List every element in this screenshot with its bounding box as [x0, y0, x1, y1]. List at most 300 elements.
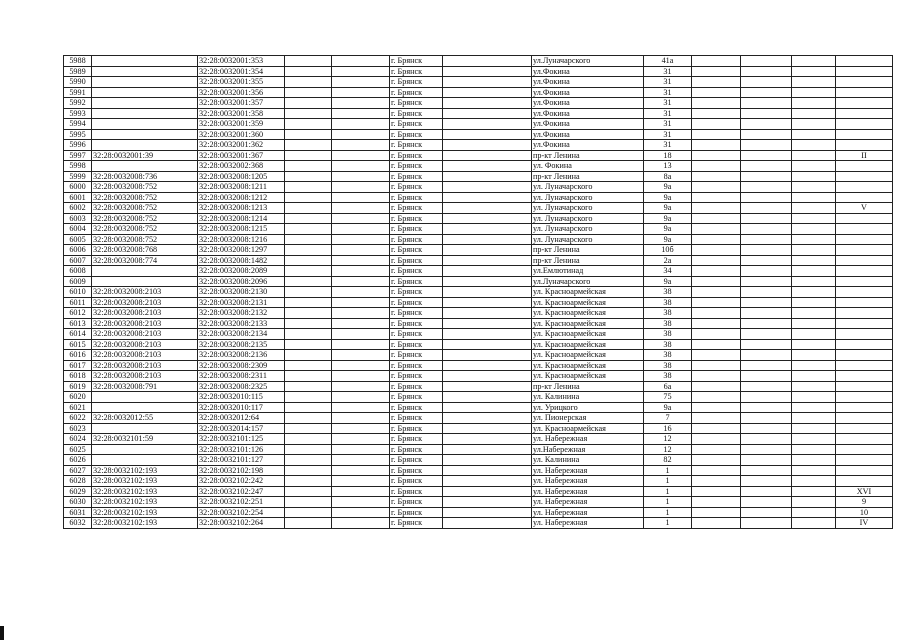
cell-row-number: 5997	[64, 150, 92, 161]
cell-extra-number	[836, 87, 893, 98]
cell-col-12	[792, 434, 836, 445]
table-row	[64, 455, 893, 466]
cell-col-5	[332, 87, 390, 98]
table-row	[64, 350, 893, 361]
cell-col-12	[792, 108, 836, 119]
cell-col-7	[443, 245, 532, 256]
cell-extra-number	[836, 413, 893, 424]
cell-col-12	[792, 308, 836, 319]
cell-col-11	[741, 423, 792, 434]
table-row	[64, 360, 893, 371]
cell-col-4	[285, 203, 332, 214]
cell-cadastral-number: 32:28:0032102:247	[198, 486, 285, 497]
cell-parent-cadastral-number: 32:28:0032102:193	[92, 518, 198, 529]
cell-city: г. Брянск	[390, 287, 443, 298]
cell-street: ул. Набережная	[532, 486, 644, 497]
cell-extra-number	[836, 77, 893, 88]
cell-col-10	[692, 339, 741, 350]
cell-street: ул.Луначарского	[532, 276, 644, 287]
table-row	[64, 276, 893, 287]
cell-row-number: 6018	[64, 371, 92, 382]
table-row	[64, 465, 893, 476]
cell-street: пр-кт Ленина	[532, 171, 644, 182]
cell-col-4	[285, 329, 332, 340]
cell-street: ул.Фокина	[532, 77, 644, 88]
cell-col-7	[443, 486, 532, 497]
cell-col-11	[741, 297, 792, 308]
cell-street: ул. Луначарского	[532, 182, 644, 193]
cell-row-number: 6016	[64, 350, 92, 361]
cell-col-4	[285, 434, 332, 445]
cell-street: ул. Луначарского	[532, 224, 644, 235]
cell-house-number: 31	[644, 140, 692, 151]
cell-extra-number	[836, 402, 893, 413]
cell-col-12	[792, 402, 836, 413]
table-row	[64, 108, 893, 119]
cell-city: г. Брянск	[390, 381, 443, 392]
table-row	[64, 497, 893, 508]
cell-cadastral-number: 32:28:0032008:2132	[198, 308, 285, 319]
cell-col-5	[332, 434, 390, 445]
table-row	[64, 402, 893, 413]
cell-col-7	[443, 339, 532, 350]
cell-col-11	[741, 476, 792, 487]
table-row	[64, 371, 893, 382]
cell-street: ул.Фокина	[532, 129, 644, 140]
cell-street: ул. Набережная	[532, 434, 644, 445]
cell-house-number: 38	[644, 360, 692, 371]
cell-col-4	[285, 308, 332, 319]
cell-col-12	[792, 192, 836, 203]
cell-col-10	[692, 171, 741, 182]
cell-col-10	[692, 77, 741, 88]
cell-parent-cadastral-number	[92, 129, 198, 140]
cell-extra-number: 9	[836, 497, 893, 508]
cell-col-12	[792, 350, 836, 361]
cell-extra-number	[836, 287, 893, 298]
cell-col-11	[741, 108, 792, 119]
cell-parent-cadastral-number: 32:28:0032008:2103	[92, 297, 198, 308]
cell-house-number: 38	[644, 318, 692, 329]
cell-cadastral-number: 32:28:0032001:358	[198, 108, 285, 119]
cell-col-5	[332, 465, 390, 476]
cell-extra-number	[836, 192, 893, 203]
cell-col-12	[792, 455, 836, 466]
cell-parent-cadastral-number	[92, 66, 198, 77]
cell-street: ул. Набережная	[532, 497, 644, 508]
cell-col-7	[443, 224, 532, 235]
cell-col-7	[443, 455, 532, 466]
table-row	[64, 518, 893, 529]
cell-street: ул. Красноармейская	[532, 308, 644, 319]
cell-extra-number	[836, 329, 893, 340]
cell-parent-cadastral-number: 32:28:0032008:2103	[92, 308, 198, 319]
cell-col-10	[692, 381, 741, 392]
cell-col-7	[443, 66, 532, 77]
cell-col-11	[741, 98, 792, 109]
cell-extra-number	[836, 98, 893, 109]
cell-col-11	[741, 255, 792, 266]
cell-col-11	[741, 224, 792, 235]
cell-col-11	[741, 245, 792, 256]
cell-cadastral-number: 32:28:0032008:1214	[198, 213, 285, 224]
cell-street: ул.Фокина	[532, 66, 644, 77]
cell-col-10	[692, 444, 741, 455]
cell-col-12	[792, 392, 836, 403]
cell-parent-cadastral-number: 32:28:0032008:2103	[92, 350, 198, 361]
cell-col-11	[741, 371, 792, 382]
cell-col-4	[285, 161, 332, 172]
cell-row-number: 6004	[64, 224, 92, 235]
cell-col-10	[692, 371, 741, 382]
cell-extra-number	[836, 56, 893, 67]
cell-col-5	[332, 507, 390, 518]
cell-col-10	[692, 360, 741, 371]
cell-col-10	[692, 287, 741, 298]
cell-col-12	[792, 276, 836, 287]
cell-extra-number	[836, 444, 893, 455]
cell-street: ул.Фокина	[532, 108, 644, 119]
cell-cadastral-number: 32:28:0032008:1205	[198, 171, 285, 182]
table-row	[64, 150, 893, 161]
cell-col-4	[285, 56, 332, 67]
cell-extra-number	[836, 266, 893, 277]
cell-col-7	[443, 402, 532, 413]
cell-col-10	[692, 56, 741, 67]
cell-extra-number	[836, 308, 893, 319]
cell-city: г. Брянск	[390, 350, 443, 361]
cell-col-4	[285, 486, 332, 497]
cell-parent-cadastral-number: 32:28:0032008:752	[92, 203, 198, 214]
cell-col-10	[692, 350, 741, 361]
cell-col-4	[285, 140, 332, 151]
cell-row-number: 6000	[64, 182, 92, 193]
cell-house-number: 38	[644, 350, 692, 361]
cell-parent-cadastral-number	[92, 444, 198, 455]
table-row	[64, 329, 893, 340]
cell-col-4	[285, 392, 332, 403]
cell-col-7	[443, 203, 532, 214]
table-row	[64, 297, 893, 308]
cell-col-11	[741, 129, 792, 140]
cell-parent-cadastral-number: 32:28:0032008:774	[92, 255, 198, 266]
cell-col-7	[443, 465, 532, 476]
cell-col-10	[692, 182, 741, 193]
cell-city: г. Брянск	[390, 360, 443, 371]
cell-col-4	[285, 360, 332, 371]
cell-cadastral-number: 32:28:0032008:1297	[198, 245, 285, 256]
cell-extra-number	[836, 171, 893, 182]
cell-col-4	[285, 465, 332, 476]
cell-row-number: 6009	[64, 276, 92, 287]
cell-col-12	[792, 87, 836, 98]
cell-house-number: 1	[644, 465, 692, 476]
cell-extra-number	[836, 129, 893, 140]
cell-col-7	[443, 360, 532, 371]
cell-row-number: 6014	[64, 329, 92, 340]
cell-street: ул.Фокина	[532, 98, 644, 109]
cell-col-12	[792, 413, 836, 424]
cell-city: г. Брянск	[390, 56, 443, 67]
cell-cadastral-number: 32:28:0032008:2325	[198, 381, 285, 392]
cell-col-7	[443, 287, 532, 298]
cell-city: г. Брянск	[390, 507, 443, 518]
cell-city: г. Брянск	[390, 203, 443, 214]
cell-parent-cadastral-number	[92, 161, 198, 172]
cell-col-12	[792, 140, 836, 151]
cell-parent-cadastral-number: 32:28:0032008:2103	[92, 318, 198, 329]
cell-house-number: 9а	[644, 182, 692, 193]
cell-street: ул.Фокина	[532, 119, 644, 130]
cell-col-12	[792, 360, 836, 371]
cell-parent-cadastral-number	[92, 266, 198, 277]
cell-row-number: 6005	[64, 234, 92, 245]
cell-house-number: 41а	[644, 56, 692, 67]
cell-cadastral-number: 32:28:0032102:242	[198, 476, 285, 487]
cell-row-number: 5989	[64, 66, 92, 77]
cell-col-5	[332, 371, 390, 382]
cell-col-10	[692, 497, 741, 508]
cell-col-5	[332, 224, 390, 235]
cell-city: г. Брянск	[390, 465, 443, 476]
cell-extra-number	[836, 318, 893, 329]
cell-col-10	[692, 413, 741, 424]
cell-col-10	[692, 87, 741, 98]
cell-col-7	[443, 266, 532, 277]
cell-col-12	[792, 56, 836, 67]
cell-col-10	[692, 140, 741, 151]
cell-col-12	[792, 423, 836, 434]
cell-col-4	[285, 266, 332, 277]
cell-parent-cadastral-number	[92, 276, 198, 287]
cell-col-7	[443, 381, 532, 392]
cell-city: г. Брянск	[390, 371, 443, 382]
cell-house-number: 9а	[644, 402, 692, 413]
cell-col-7	[443, 234, 532, 245]
cell-col-5	[332, 150, 390, 161]
cell-col-7	[443, 297, 532, 308]
cell-col-11	[741, 518, 792, 529]
cell-house-number: 9а	[644, 213, 692, 224]
cell-cadastral-number: 32:28:0032101:127	[198, 455, 285, 466]
cell-cadastral-number: 32:28:0032001:354	[198, 66, 285, 77]
cell-col-12	[792, 77, 836, 88]
cell-col-5	[332, 66, 390, 77]
cell-street: ул. Красноармейская	[532, 423, 644, 434]
cell-street: ул. Калинина	[532, 392, 644, 403]
cell-parent-cadastral-number: 32:28:0032008:2103	[92, 329, 198, 340]
cell-house-number: 1	[644, 486, 692, 497]
cell-row-number: 5994	[64, 119, 92, 130]
cell-extra-number	[836, 371, 893, 382]
cell-street: ул. Луначарского	[532, 203, 644, 214]
cell-parent-cadastral-number: 32:28:0032102:193	[92, 497, 198, 508]
cell-col-5	[332, 329, 390, 340]
cell-city: г. Брянск	[390, 150, 443, 161]
cell-col-7	[443, 371, 532, 382]
cell-house-number: 75	[644, 392, 692, 403]
cell-col-7	[443, 129, 532, 140]
cell-col-12	[792, 329, 836, 340]
cell-col-5	[332, 339, 390, 350]
cell-col-12	[792, 518, 836, 529]
table-row	[64, 423, 893, 434]
cell-row-number: 6026	[64, 455, 92, 466]
cell-city: г. Брянск	[390, 402, 443, 413]
cell-col-10	[692, 297, 741, 308]
cell-street: ул. Луначарского	[532, 234, 644, 245]
cell-col-10	[692, 476, 741, 487]
cell-row-number: 6027	[64, 465, 92, 476]
cell-col-4	[285, 287, 332, 298]
cell-col-12	[792, 318, 836, 329]
cell-col-10	[692, 224, 741, 235]
cell-cadastral-number: 32:28:0032008:2089	[198, 266, 285, 277]
cell-col-12	[792, 203, 836, 214]
cell-parent-cadastral-number	[92, 87, 198, 98]
cell-col-11	[741, 203, 792, 214]
cell-col-5	[332, 486, 390, 497]
cell-row-number: 6031	[64, 507, 92, 518]
cell-row-number: 6006	[64, 245, 92, 256]
cell-cadastral-number: 32:28:0032008:2311	[198, 371, 285, 382]
cell-col-10	[692, 266, 741, 277]
cell-parent-cadastral-number	[92, 77, 198, 88]
cell-col-5	[332, 140, 390, 151]
cell-col-11	[741, 465, 792, 476]
cell-house-number: 38	[644, 371, 692, 382]
cell-parent-cadastral-number: 32:28:0032102:193	[92, 465, 198, 476]
cell-cadastral-number: 32:28:0032008:2096	[198, 276, 285, 287]
cell-col-11	[741, 497, 792, 508]
cell-col-10	[692, 465, 741, 476]
cell-parent-cadastral-number	[92, 108, 198, 119]
table-row	[64, 224, 893, 235]
cell-house-number: 8а	[644, 171, 692, 182]
cell-cadastral-number: 32:28:0032102:251	[198, 497, 285, 508]
table-row	[64, 287, 893, 298]
cell-street: ул. Красноармейская	[532, 329, 644, 340]
cell-col-11	[741, 140, 792, 151]
cell-row-number: 6020	[64, 392, 92, 403]
cell-row-number: 5992	[64, 98, 92, 109]
cell-house-number: 12	[644, 444, 692, 455]
cell-col-7	[443, 77, 532, 88]
cell-col-5	[332, 308, 390, 319]
cell-col-5	[332, 203, 390, 214]
table-row	[64, 255, 893, 266]
table-row	[64, 192, 893, 203]
cell-col-11	[741, 402, 792, 413]
cell-row-number: 6002	[64, 203, 92, 214]
table-row	[64, 213, 893, 224]
table-row	[64, 486, 893, 497]
cell-cadastral-number: 32:28:0032001:367	[198, 150, 285, 161]
cell-col-11	[741, 66, 792, 77]
cell-extra-number	[836, 245, 893, 256]
cell-col-12	[792, 486, 836, 497]
cell-parent-cadastral-number: 32:28:0032008:768	[92, 245, 198, 256]
cell-col-4	[285, 413, 332, 424]
cell-col-11	[741, 360, 792, 371]
cell-col-11	[741, 381, 792, 392]
cell-col-5	[332, 192, 390, 203]
cell-row-number: 5995	[64, 129, 92, 140]
cell-cadastral-number: 32:28:0032101:126	[198, 444, 285, 455]
cell-col-7	[443, 392, 532, 403]
cell-city: г. Брянск	[390, 234, 443, 245]
cell-city: г. Брянск	[390, 423, 443, 434]
table-row	[64, 339, 893, 350]
cell-cadastral-number: 32:28:0032001:359	[198, 119, 285, 130]
cell-col-10	[692, 402, 741, 413]
cell-row-number: 6019	[64, 381, 92, 392]
cell-col-7	[443, 98, 532, 109]
cell-col-7	[443, 423, 532, 434]
cell-cadastral-number: 32:28:0032001:355	[198, 77, 285, 88]
cell-col-4	[285, 119, 332, 130]
cell-house-number: 34	[644, 266, 692, 277]
cell-col-11	[741, 234, 792, 245]
cell-cadastral-number: 32:28:0032008:2135	[198, 339, 285, 350]
cell-col-4	[285, 276, 332, 287]
cell-cadastral-number: 32:28:0032008:2134	[198, 329, 285, 340]
cell-row-number: 6030	[64, 497, 92, 508]
cell-street: ул. Красноармейская	[532, 287, 644, 298]
cell-cadastral-number: 32:28:0032001:356	[198, 87, 285, 98]
cell-col-12	[792, 381, 836, 392]
cell-col-4	[285, 77, 332, 88]
registry-table-body	[64, 56, 893, 529]
cell-city: г. Брянск	[390, 434, 443, 445]
cell-city: г. Брянск	[390, 224, 443, 235]
cell-parent-cadastral-number	[92, 455, 198, 466]
cell-col-11	[741, 276, 792, 287]
cell-extra-number	[836, 392, 893, 403]
cell-col-10	[692, 98, 741, 109]
cell-row-number: 6029	[64, 486, 92, 497]
cell-street: ул. Луначарского	[532, 213, 644, 224]
cell-row-number: 6017	[64, 360, 92, 371]
cell-parent-cadastral-number: 32:28:0032008:2103	[92, 360, 198, 371]
cell-parent-cadastral-number: 32:28:0032102:193	[92, 476, 198, 487]
cell-city: г. Брянск	[390, 392, 443, 403]
cell-col-10	[692, 455, 741, 466]
cell-house-number: 31	[644, 119, 692, 130]
cell-col-5	[332, 129, 390, 140]
cell-cadastral-number: 32:28:0032008:2136	[198, 350, 285, 361]
cell-row-number: 5993	[64, 108, 92, 119]
cell-parent-cadastral-number: 32:28:0032102:193	[92, 507, 198, 518]
cell-col-5	[332, 56, 390, 67]
cell-cadastral-number: 32:28:0032001:357	[198, 98, 285, 109]
cell-col-11	[741, 329, 792, 340]
cell-parent-cadastral-number: 32:28:0032008:736	[92, 171, 198, 182]
table-row	[64, 245, 893, 256]
cell-col-10	[692, 192, 741, 203]
cell-col-4	[285, 318, 332, 329]
cell-col-12	[792, 476, 836, 487]
table-row	[64, 308, 893, 319]
cell-city: г. Брянск	[390, 455, 443, 466]
cell-col-5	[332, 518, 390, 529]
cell-col-11	[741, 192, 792, 203]
cell-col-5	[332, 276, 390, 287]
cell-col-10	[692, 234, 741, 245]
table-row	[64, 87, 893, 98]
cell-cadastral-number: 32:28:0032102:254	[198, 507, 285, 518]
cell-house-number: 9а	[644, 203, 692, 214]
